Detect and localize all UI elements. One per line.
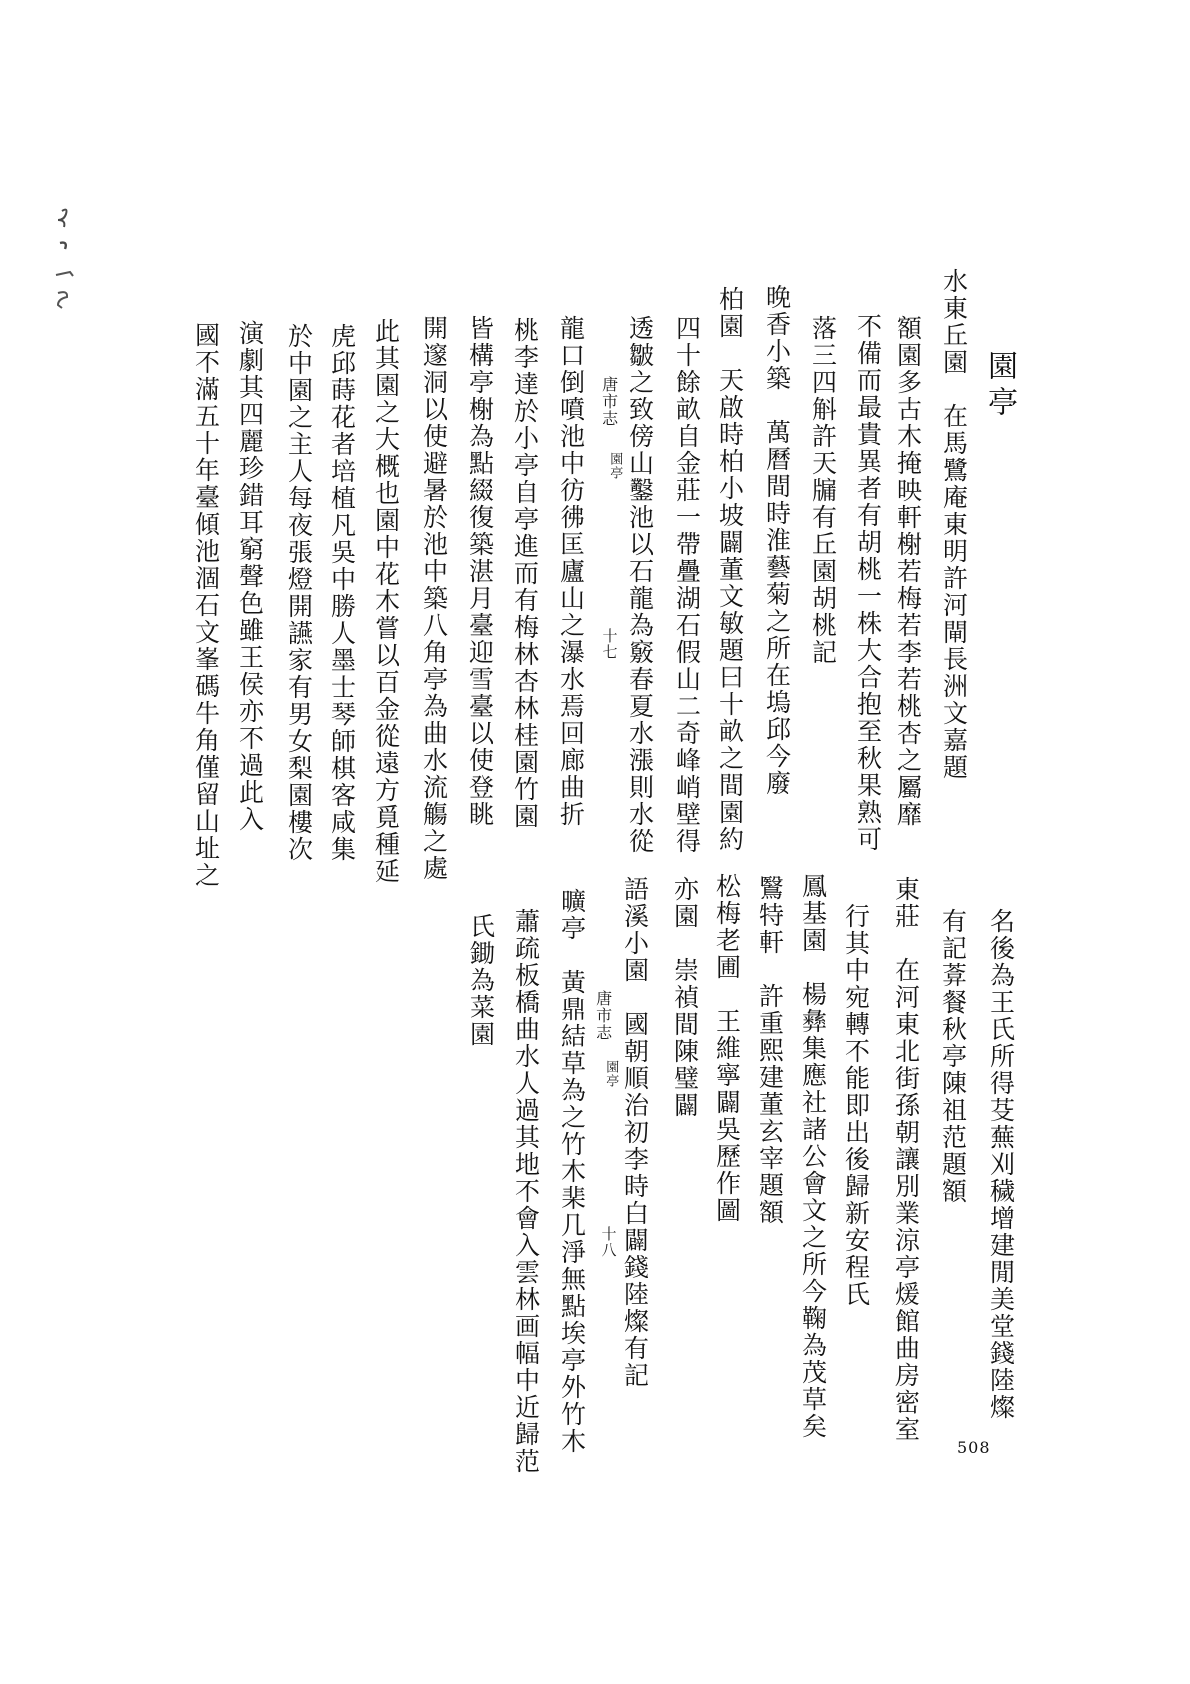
text-column: 蕭疏板橋曲水人過其地不會入雲林画幅中近歸范	[511, 908, 541, 1475]
text-column: 虎邱蒔花者培植凡吳中勝人墨士琴師棋客咸集	[327, 323, 357, 863]
text-column: 演劇其四麗珍錯耳窮聲色雖王侯亦不過此入	[235, 320, 265, 833]
page-number: 508	[957, 1438, 991, 1457]
margin-ink-marks	[50, 205, 80, 315]
text-column: 不備而最貴異者有胡桃一株大合抱至秋果熟可	[853, 313, 883, 853]
text-column: 皆構亭榭為點綴復築湛月臺迎雪臺以使登眺	[465, 315, 495, 828]
citation-subject: 園亭	[603, 1060, 619, 1088]
text-column: 有記葊餐秋亭陳祖范題額	[938, 908, 968, 1205]
entry-column-shuidong-qiuyuan: 水東丘園 在馬鷺庵東明許河閘長洲文嘉題	[939, 268, 969, 781]
text-column: 開邃洞以使避暑於池中築八角亭為曲水流觴之處	[419, 315, 449, 882]
text-column: 四十餘畝自金莊一帶疊湖石假山二奇峰峭壁得	[672, 315, 702, 855]
text-column: 額園多古木掩映軒榭若梅若李若桃杏之屬靡	[893, 315, 923, 828]
text-column: 落三四斛許天牖有丘園胡桃記	[808, 315, 838, 666]
text-column: 龍口倒噴池中彷彿匡廬山之瀑水焉回廊曲折	[556, 315, 586, 828]
entry-column-wanxiang-xiaozhu: 晚香小築 萬曆間時淮藝菊之所在塢邱今廢	[762, 284, 792, 797]
text-column: 行其中宛轉不能即出後歸新安程氏	[841, 903, 871, 1308]
entry-column-yitexuan: 鷖特軒 許重熙建董玄宰題額	[755, 875, 785, 1226]
entry-column-fengjiyuan: 鳳基園 楊彝集應社諸公會文之所今鞠為茂草矣	[798, 873, 828, 1440]
text-column: 於中園之主人每夜張燈開讌家有男女梨園樓次	[284, 323, 314, 863]
entry-column-yuxi-xiaoyuan: 語溪小園 國朝順治初李時白闢錢陸燦有記	[620, 876, 650, 1389]
citation-folio: 十八	[599, 1226, 618, 1258]
text-column: 名後為王氏所得芟蕪刈穢增建閒美堂錢陸燦	[986, 908, 1016, 1421]
citation-folio: 十七	[600, 628, 619, 660]
entry-column-songmei-laopu: 松梅老圃 王維寧闢吳歷作圖	[712, 873, 742, 1224]
citation-source: 唐市志	[599, 376, 619, 427]
citation-subject: 園亭	[607, 452, 623, 480]
text-column: 國不滿五十年臺傾池涸石文峯碼牛角僅留山址之	[191, 322, 221, 889]
text-column: 桃李達於小亭自亭進而有梅林杏林桂園竹園	[510, 317, 540, 830]
text-column: 此其園之大概也園中花木嘗以百金從遠方覓種延	[371, 318, 401, 885]
text-column: 透皺之致傍山鑿池以石龍為竅春夏水漲則水從	[625, 315, 655, 855]
entry-column-dongzhuang: 東莊 在河東北街孫朝讓別業涼亭煖館曲房密室	[891, 876, 921, 1443]
section-title: 園亭	[982, 350, 1017, 422]
citation-source: 唐市志	[593, 990, 613, 1041]
entry-column-yiyuan: 亦園 崇禎間陳璧闢	[670, 876, 700, 1119]
entry-column-kuangting: 曠亭 黃鼎結草為之竹木棐几淨無點埃亭外竹木	[557, 888, 587, 1455]
entry-column-boyuan: 柏園 天啟時柏小坡闢董文敏題曰十畝之間園約	[715, 286, 745, 853]
text-column: 氏鋤為菜園	[466, 913, 496, 1048]
